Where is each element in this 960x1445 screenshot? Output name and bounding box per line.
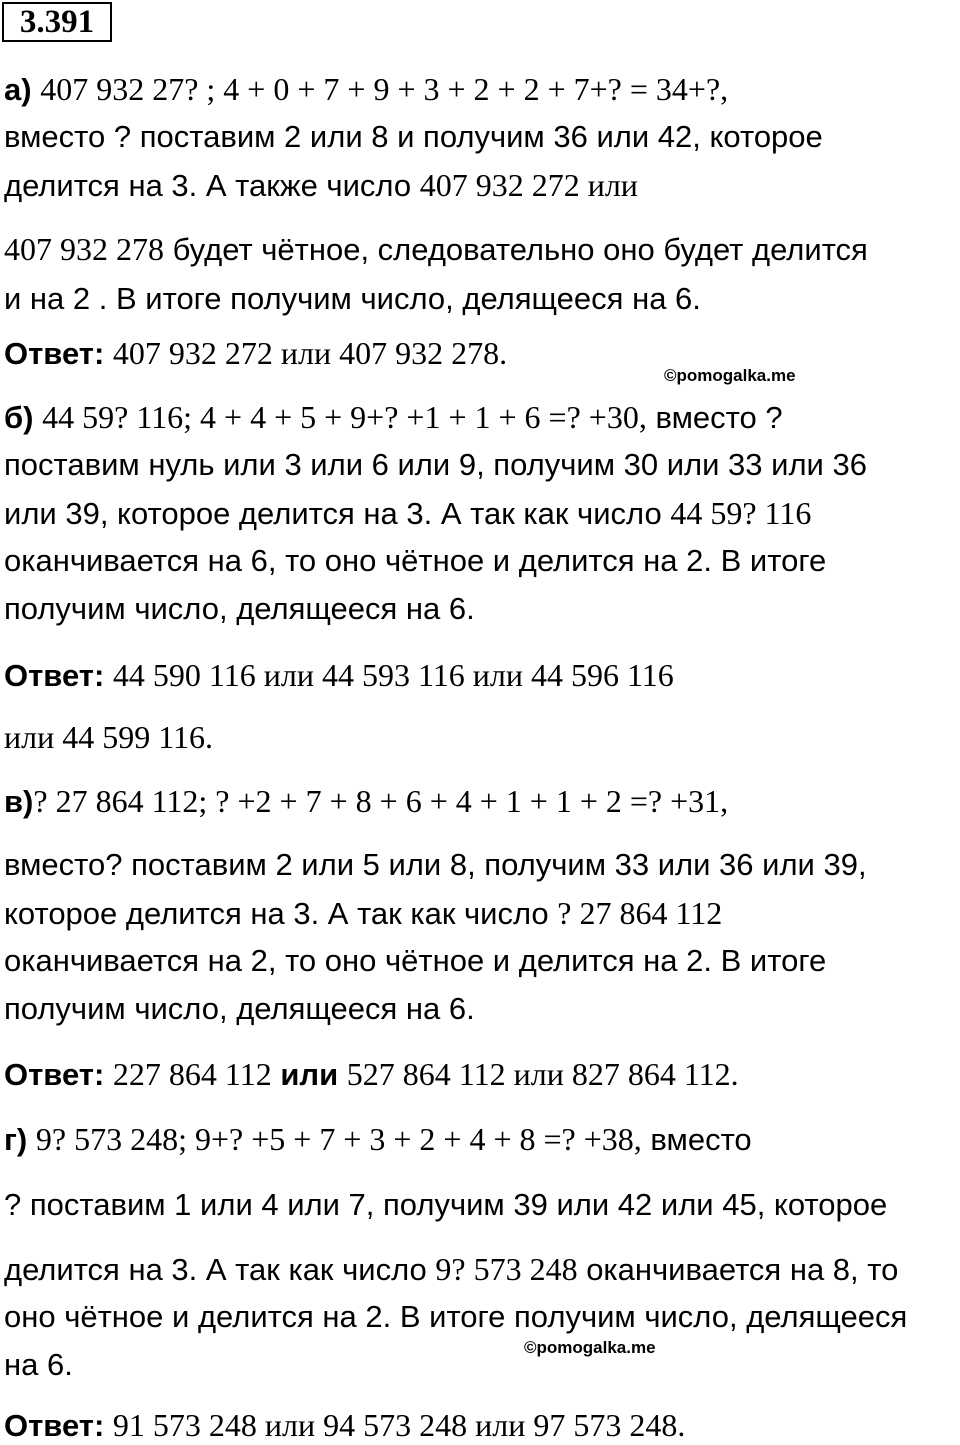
watermark: ©pomogalka.me (664, 366, 796, 385)
part-b-line-2: поставим нуль или 3 или 6 или 9, получим 30 или 33 или 36 (4, 447, 867, 482)
answer-value: 227 864 112 (112, 1056, 272, 1092)
part-g-math: 9? 573 248 (435, 1251, 578, 1287)
part-g-text: делится на 3. А так как число (4, 1252, 436, 1287)
part-b-answer-cont (4, 718, 213, 757)
part-g-expression: 9? 573 248; 9+? +5 + 7 + 3 + 2 + 4 + 8 =? +38, (35, 1121, 642, 1157)
part-v-math: ? 27 864 112 (557, 895, 723, 931)
part-b-line-5: получим число, делящееся на 6. (4, 591, 475, 626)
answer-label: Ответ: (4, 336, 105, 371)
answer-value: 44 590 116 или 44 593 116 или 44 596 116 (112, 657, 674, 693)
answer-label: Ответ: (4, 1408, 105, 1443)
part-g-answer (4, 1406, 685, 1445)
part-a-marker: а) (4, 72, 32, 107)
part-v-line-3 (4, 894, 722, 933)
part-a-text: будет чётное, следовательно оно будет делится (164, 232, 868, 267)
part-g-line-1 (4, 1120, 752, 1159)
part-a-answer (4, 334, 507, 373)
part-g-text: оканчивается на 8, то (577, 1252, 899, 1287)
part-a-line-4 (4, 230, 868, 269)
answer-value: 91 573 248 или 94 573 248 или 97 573 248. (112, 1407, 686, 1443)
part-a-line-3 (4, 166, 638, 205)
answer-label: Ответ: (4, 1057, 105, 1092)
part-v-line-5: получим число, делящееся на 6. (4, 991, 475, 1026)
part-b-text: или 39, которое делится на 3. А так как число (4, 496, 671, 531)
answer-or: или (280, 1057, 339, 1092)
part-v-text: которое делится на 3. А так как число (4, 896, 558, 931)
part-v-answer (4, 1055, 739, 1094)
answer-value: или 44 599 116. (4, 719, 214, 755)
part-g-line-2: ? поставим 1 или 4 или 7, получим 39 или 42 или 45, которое (4, 1187, 888, 1222)
part-b-marker: б) (4, 400, 34, 435)
answer-value: 527 864 112 или 827 864 112. (346, 1056, 739, 1092)
part-g-text: вместо (641, 1122, 752, 1157)
part-b-math: 44 59? 116 (670, 495, 812, 531)
part-a-line-1 (4, 70, 728, 109)
part-a-expression: 407 932 27? ; 4 + 0 + 7 + 9 + 3 + 2 + 2 + 7+? = 34+?, (40, 71, 729, 107)
part-v-line-4: оканчивается на 2, то оно чётное и делится на 2. В итоге (4, 943, 827, 978)
part-g-line-4: оно чётное и делится на 2. В итоге получим число, делящееся (4, 1299, 908, 1334)
watermark: ©pomogalka.me (524, 1338, 656, 1357)
part-b-line-4: оканчивается на 6, то оно чётное и делится на 2. В итоге (4, 543, 827, 578)
part-g-line-3 (4, 1250, 898, 1289)
problem-number: 3.391 (2, 2, 112, 42)
part-v-line-1 (4, 782, 728, 821)
part-g-line-5: на 6. (4, 1347, 73, 1382)
part-b-line-1 (4, 398, 783, 437)
part-b-line-3 (4, 494, 811, 533)
part-b-answer (4, 656, 674, 695)
part-v-marker: в) (4, 784, 34, 819)
part-b-text: вместо ? (646, 400, 783, 435)
answer-label: Ответ: (4, 658, 105, 693)
part-a-math: 407 932 272 или (419, 167, 638, 203)
part-a-line-5: и на 2 . В итоге получим число, делящееся на 6. (4, 281, 701, 316)
part-v-line-2: вместо? поставим 2 или 5 или 8, получим 33 или 36 или 39, (4, 847, 867, 882)
part-g-marker: г) (4, 1122, 28, 1157)
part-a-line-2: вместо ? поставим 2 или 8 и получим 36 или 42, которое (4, 119, 823, 154)
part-a-text: делится на 3. А также число (4, 168, 420, 203)
part-a-math: 407 932 278 (4, 231, 164, 267)
part-v-expression: ? 27 864 112; ? +2 + 7 + 8 + 6 + 4 + 1 + 1 + 2 =? +31, (33, 783, 729, 819)
answer-value: 407 932 272 или 407 932 278. (112, 335, 508, 371)
part-b-expression: 44 59? 116; 4 + 4 + 5 + 9+? +1 + 1 + 6 =? +30, (42, 399, 647, 435)
